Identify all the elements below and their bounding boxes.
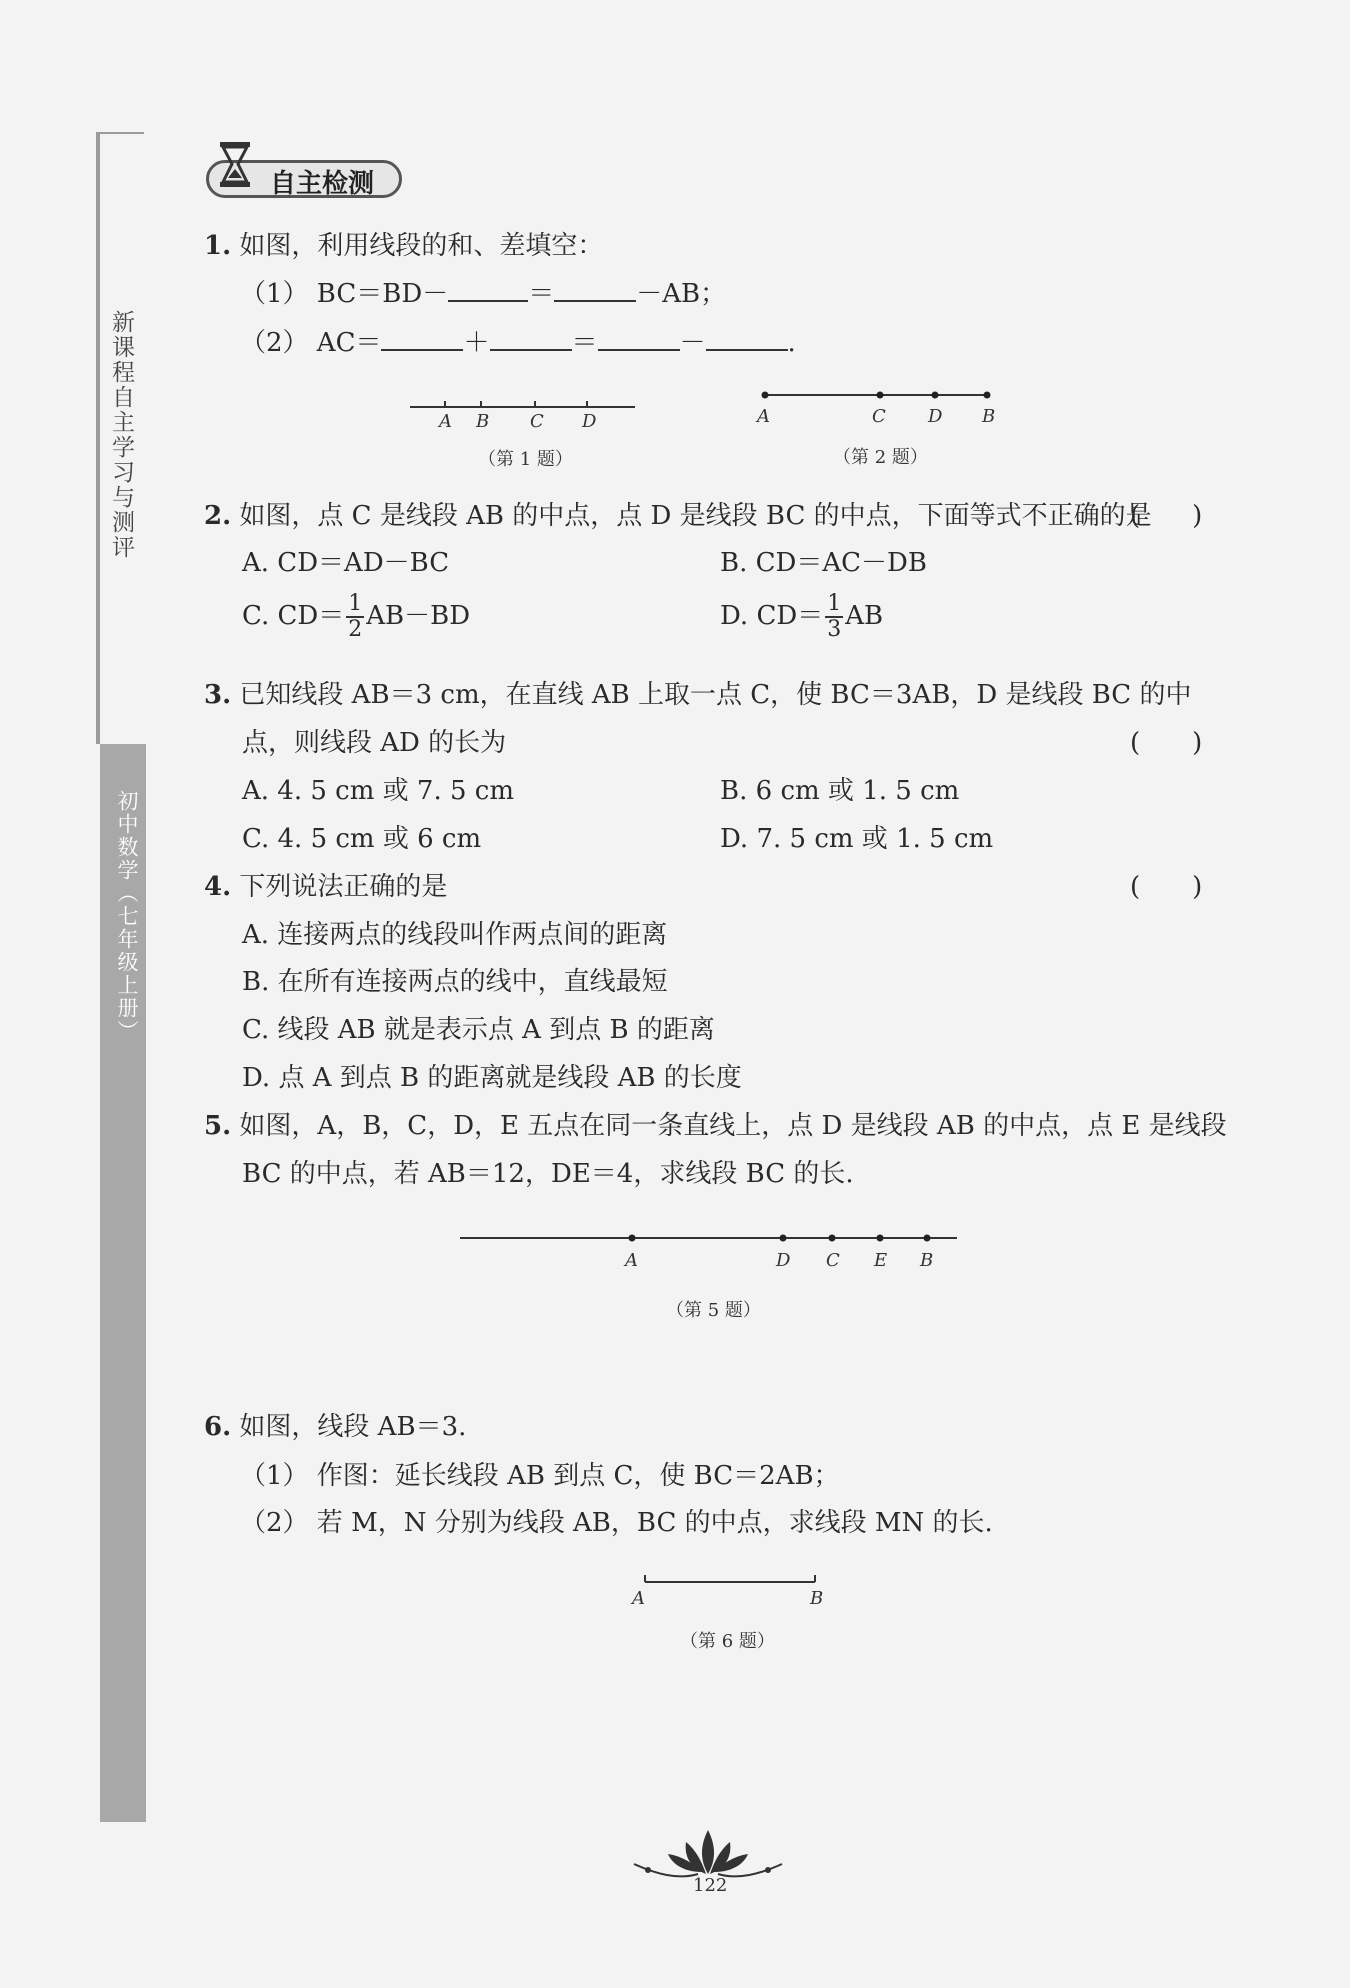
fig6-label-b: B [810,1588,824,1609]
q4-stem: 下列说法正确的是 [239,872,448,902]
q2-option-b[interactable]: B. CD＝AC－DB [720,548,927,578]
q4-option-a[interactable]: A. 连接两点的线段叫作两点间的距离 [242,920,668,950]
fig5-label-d: D [776,1250,791,1271]
side-book-title: 新课程自主学习与测评 [108,310,134,560]
q1-part2-text-a: （2） AC＝ [240,328,382,358]
q2-option-d-pre: D. CD＝ [720,601,824,631]
q4-option-b[interactable]: B. 在所有连接两点的线中，直线最短 [242,967,668,997]
q1-blank-3[interactable] [381,327,463,351]
q2-option-c-post: AB－BD [366,601,471,631]
q4-option-c[interactable]: C. 线段 AB 就是表示点 A 到点 B 的距离 [242,1015,715,1045]
q1-part2-text-c: ＝ [571,328,598,358]
figure-6-caption: （第 6 题） [680,1631,775,1652]
fig2-label-b: B [982,406,996,427]
q1-part1-text-a: （1） BC＝BD－ [240,279,449,309]
figure-5-line [455,1228,965,1252]
q3-number: 3. [204,680,232,710]
fig5-label-c: C [826,1250,840,1271]
q1-blank-4[interactable] [490,327,572,351]
fig5-label-e: E [874,1250,888,1271]
q1-part1 [240,273,726,310]
fig2-label-a: A [757,406,770,427]
page-number: 122 [693,1875,728,1896]
q5-stem-1: 如图，A，B，C，D，E 五点在同一条直线上，点 D 是线段 AB 的中点，点 E 是线段 [239,1111,1227,1141]
q2-option-c-numerator: 1 [348,591,363,616]
fig2-label-d: D [928,406,943,427]
hourglass-icon [212,138,264,198]
q1-blank-2[interactable] [554,278,636,302]
q3-stem-2: 点，则线段 AD 的长为 [242,728,507,758]
q6-part2: （2） 若 M，N 分别为线段 AB，BC 的中点，求线段 MN 的长. [240,1508,993,1538]
q5-number: 5. [204,1111,232,1141]
q2-stem-line [204,495,1152,532]
q1-part2-text-e: . [787,328,796,358]
figure-5-caption: （第 5 题） [666,1300,761,1321]
q1-blank-1[interactable] [448,278,528,302]
q4-stem-line [204,866,447,903]
q2-option-a[interactable]: A. CD＝AD－BC [242,548,450,578]
q1-part2 [240,322,796,359]
fig5-label-a: A [625,1250,638,1271]
q4-number: 4. [204,872,232,902]
q5-stem-2: BC 的中点，若 AB＝12，DE＝4，求线段 BC 的长. [242,1159,854,1189]
q1-part1-text-c: －AB； [636,279,727,309]
side-subject-label: 初中数学（七年级上册） [115,790,139,1043]
q1-part2-text-b: ＋ [463,328,490,358]
q6-part1: （1） 作图：延长线段 AB 到点 C，使 BC＝2AB； [240,1461,840,1491]
fig1-label-a: A [439,411,452,432]
q1-blank-6[interactable] [706,327,788,351]
fig1-label-c: C [530,411,544,432]
fig5-label-b: B [920,1250,934,1271]
q2-option-c[interactable] [242,592,470,642]
q1-part2-text-d: － [679,328,706,358]
q3-option-d[interactable]: D. 7. 5 cm 或 1. 5 cm [720,824,994,854]
q2-option-d[interactable] [720,592,883,642]
q2-option-d-fraction [825,592,843,642]
q4-option-d[interactable]: D. 点 A 到点 B 的距离就是线段 AB 的长度 [242,1063,742,1093]
figure-6-segment [640,1570,820,1590]
q2-option-c-pre: C. CD＝ [242,601,345,631]
q3-option-b[interactable]: B. 6 cm 或 1. 5 cm [720,776,960,806]
q1-part1-text-b: ＝ [528,279,555,309]
q1-stem-line [204,225,603,262]
q2-option-c-fraction [346,592,364,642]
q3-option-a[interactable]: A. 4. 5 cm 或 7. 5 cm [242,776,515,806]
q2-option-d-post: AB [845,601,884,631]
q6-stem: 如图，线段 AB＝3. [239,1412,467,1442]
q1-blank-5[interactable] [598,327,680,351]
figure-1-caption: （第 1 题） [478,449,573,470]
floral-ornament-icon [628,1824,788,1878]
q1-number: 1. [204,231,232,261]
q5-stem-line [204,1105,1227,1142]
section-title: 自主检测 [270,169,375,199]
q1-stem: 如图，利用线段的和、差填空： [239,231,604,261]
fig6-label-a: A [632,1588,645,1609]
q3-option-c[interactable]: C. 4. 5 cm 或 6 cm [242,824,482,854]
q2-option-c-denominator: 2 [348,617,363,642]
q3-stem-1: 已知线段 AB＝3 cm，在直线 AB 上取一点 C，使 BC＝3AB，D 是线段 BC 的中 [239,680,1192,710]
q2-answer-paren[interactable]: ( ) [1130,501,1203,531]
q6-number: 6. [204,1412,232,1442]
q2-option-d-denominator: 3 [827,617,842,642]
fig1-label-d: D [582,411,597,432]
q3-stem-line [204,674,1191,711]
fig2-label-c: C [872,406,886,427]
q4-answer-paren[interactable]: ( ) [1130,872,1203,902]
fig1-label-b: B [476,411,490,432]
q2-option-d-numerator: 1 [827,591,842,616]
q3-answer-paren[interactable]: ( ) [1130,728,1203,758]
q6-stem-line [204,1406,466,1443]
figure-2-caption: （第 2 题） [833,447,928,468]
q2-stem: 如图，点 C 是线段 AB 的中点，点 D 是线段 BC 的中点，下面等式不正确的是 [239,501,1152,531]
q2-number: 2. [204,501,232,531]
